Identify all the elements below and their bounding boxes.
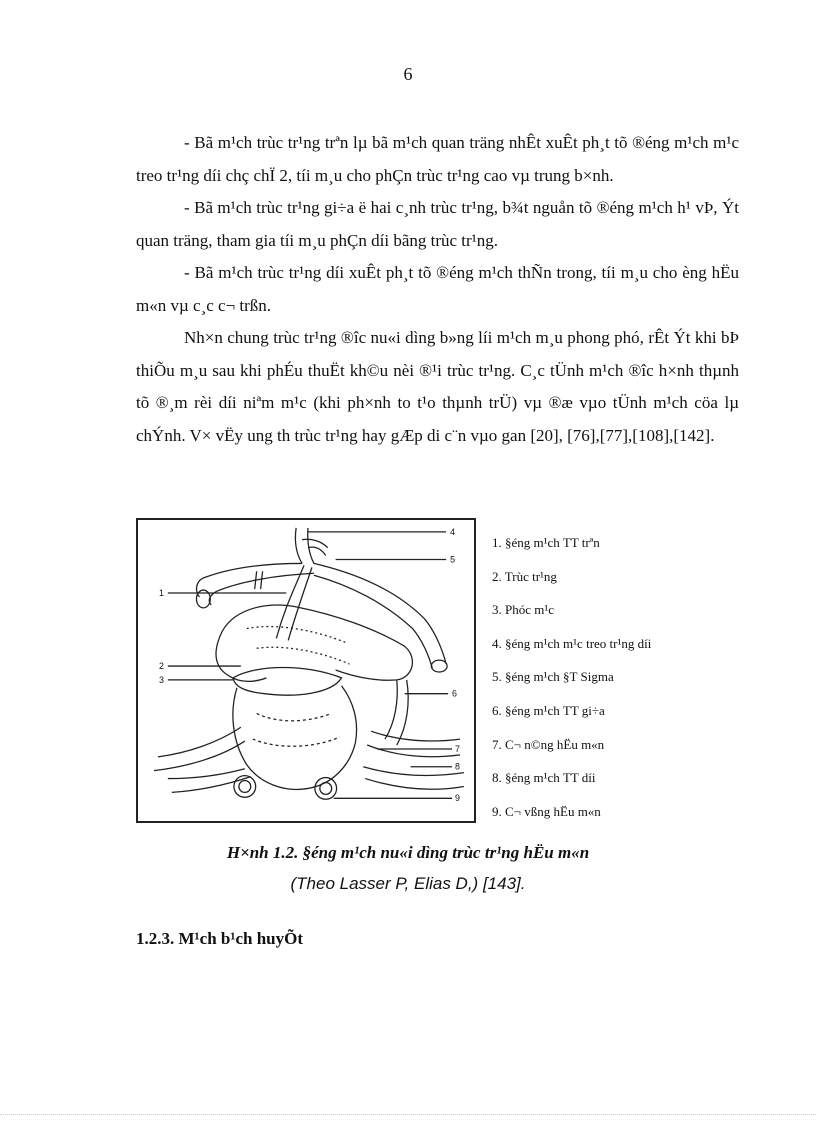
paragraph-blood-supply-summary: Nh×n chung trùc tr¹ng ®îc nu«i dìng b»ng líi m¹ch m¸u phong phó, rÊt Ýt khi bÞ thiÕu m¸u sau khi phÉu thuËt kh©u nèi ®¹i trùc tr¹ng. C¸c tÜnh m¹ch ®îc h×nh thµnh tõ ®¸m rèi díi niªm m¹c (khi ph×nh to t¹o thµnh trÜ) vµ ®æ vµo tÜnh m¹ch cöa lµ chÝnh. V× vËy ung th trùc tr¹ng hay gÆp di c¨n vµo gan [20], [76],[77],[108],[142]. — [136, 328, 739, 445]
inferior-rectal-artery-left — [168, 769, 251, 793]
legend-item: 7. C¬ n©ng hËu m«n — [492, 736, 605, 752]
callout-5: 5 — [450, 554, 456, 565]
callout-8: 8 — [455, 761, 460, 772]
section-heading: 1.2.3. M¹ch b¹ch huyÕt — [136, 929, 303, 948]
legend-item: 5. §éng m¹ch §T Sigma — [492, 669, 614, 685]
callout-2: 2 — [158, 661, 164, 672]
rectum-artery-illustration — [138, 520, 474, 821]
levator-ani-left — [154, 727, 245, 770]
legend-item: 3. Phóc m¹c — [492, 602, 555, 618]
figure-source: (Theo Lasser P, Elias D,) [143]. — [290, 874, 526, 893]
rectum-outline — [219, 605, 412, 680]
page-number: 6 — [403, 64, 413, 84]
paragraph-middle-rectal-vessels: - Bã m¹ch trùc tr¹ng gi÷a ë hai c¸nh trùc tr¹ng, b¾t nguån tõ ®éng m¹ch h¹ vÞ, Ýt quan träng, tham gia tíi m¸u phÇn díi bãng trùc tr¹ng. — [136, 198, 739, 250]
body-text — [136, 127, 739, 452]
anatomy-figure — [136, 518, 476, 823]
levator-ani-right — [367, 731, 460, 757]
callout-1: 1 — [158, 587, 164, 598]
callout-6: 6 — [452, 688, 457, 699]
superior-rectal-artery — [276, 565, 312, 640]
callout-3: 3 — [158, 674, 164, 685]
paragraph-upper-rectal-vessels: - Bã m¹ch trùc tr¹ng trªn lµ bã m¹ch quan träng nhÊt xuÊt ph¸t tõ ®éng m¹ch m¹c treo tr¹ng díi chç chÏ 2, tíi m¸u cho phÇn trùc tr¹ng cao vµ trung b×nh. — [136, 133, 739, 185]
legend-item: 2. Trùc tr¹ng — [492, 568, 557, 584]
figure-caption: H×nh 1.2. §éng m¹ch nu«i dìng trùc tr¹ng hËu m«n — [226, 843, 590, 862]
legend-item: 8. §éng m¹ch TT díi — [492, 770, 596, 786]
sphincter-right — [315, 778, 337, 800]
paragraph-lower-rectal-vessels: - Bã m¹ch trùc tr¹ng díi xuÊt ph¸t tõ ®éng m¹ch thÑn trong, tíi m¸u cho èng hËu m«n vµ c¸c c¬ trßn. — [136, 263, 739, 315]
sigmoid-artery — [314, 563, 446, 664]
page-bottom-divider — [0, 1114, 816, 1115]
legend-item: 1. §éng m¹ch TT trªn — [492, 535, 600, 550]
callout-9: 9 — [455, 793, 460, 804]
legend-item: 4. §éng m¹ch m¹c treo tr¹ng díi — [492, 635, 652, 651]
inferior-rectal-artery-right — [363, 767, 464, 790]
callout-4: 4 — [450, 526, 456, 537]
inferior-mesenteric-artery — [295, 528, 302, 564]
legend-item: 6. §éng m¹ch TT gi÷a — [492, 702, 605, 718]
figure-legend — [492, 526, 651, 828]
legend-item: 9. C¬ vßng hËu m«n — [492, 803, 601, 819]
left-iliac-artery — [197, 563, 302, 597]
callout-7: 7 — [455, 743, 460, 754]
anal-canal — [233, 686, 357, 790]
